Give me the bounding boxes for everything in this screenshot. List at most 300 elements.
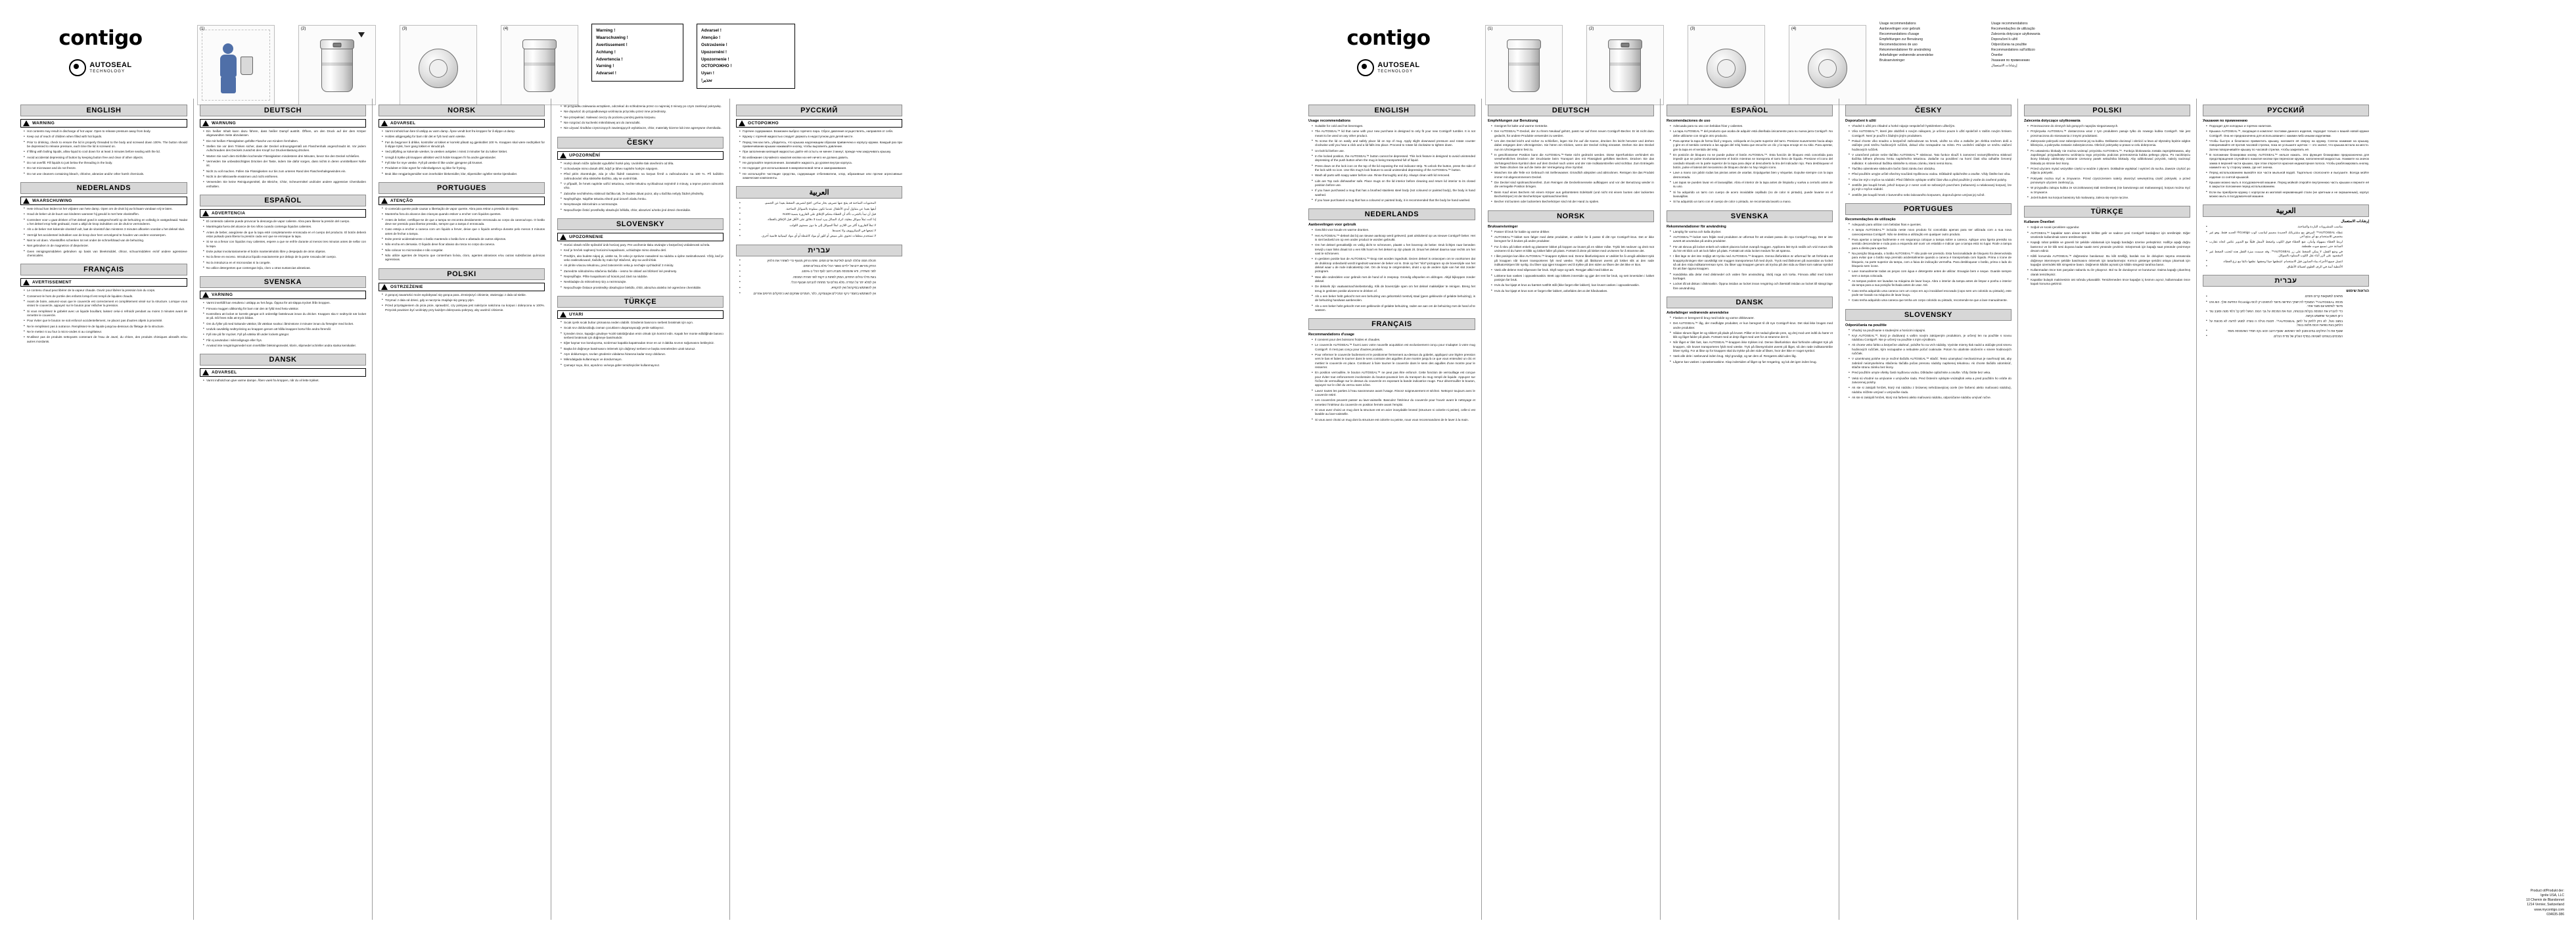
- list-item: • In gesloten positie kan de AUTOSEAL™-knop niet worden ingedrukt. Dezen deksel is ontworpen om te voorkomen dat de drukknop onbedoeld wordt ingedrukt wanneer de beker vol is. Druk op het "slot"-pictogram op de bovenzijde van het deksel waar u de rode indicatiestrip ziet. Om de knop te ontgrendelen, drukt u op de andere zijde van het slot zonder pictogram.: [1312, 257, 1475, 274]
- warning-bar-polski: [379, 283, 545, 291]
- list-item: • Na posição bloqueada, o botão AUTOSEAL™ não pode ser premido. Esta funcionalidade de bloqueio foi desenvolvida para evitar que o botão seja premido acidentalmente quando a caneca é transportada com líquido. Prima o ícone de bloqueio, na parte superior da tampa, com a faixa de indicação vermelha. Para desbloquear o botão, prima o lado do bloqueio sem ícone.: [1849, 252, 2012, 268]
- subheading-usage: Usage recommendations: [1308, 119, 1351, 123]
- usage-header-item: Указания по применению: [1991, 59, 2030, 62]
- list-item: • Перед тем как пить, убедитесь, что крышка надлежащим образом привинчена к корпусу кружки. Каждый раз при привинчивании крышки нажимайте кнопку, чтобы выровнять давление.: [740, 141, 902, 149]
- list-item: • Не подходит для использования в микроволновой печи и замораживания.: [740, 166, 902, 170]
- list-item: • Før du begynner å drikke, kontroller at lokket er korrekt påsatt og gjenkoblet 100 %. Knappen skal være nedtrykket for å slippe trykk, hver gang lokket er skrudd på.: [382, 141, 545, 149]
- figure-3-number: (3): [1690, 27, 1695, 31]
- warning-triangle-icon: [23, 198, 30, 204]
- address-line: 1214 Vernier, Switzerland: [2527, 903, 2564, 907]
- list-item: • Hot contents may result in discharge of hot vapor. Open to release pressure away from body.: [24, 130, 187, 133]
- list-item: • Para apertar a tampa facilmente e em segurança coloque a tampa sobre a caneca. Aplique uma ligeira pressão na sentido descendente e roda para a esquerda até ouvir um estalido e indicar que a tampa está no lugar. Rode a tampa para a direita para apertar.: [1849, 238, 2012, 250]
- list-item: • İçmeden önce, kapağın gövdeye %100 takıldığından emin olmak için kontrol edin. Kapak her monte edildiğinde basıncı serbest bırakmak için düğmeye basılmalıdır.: [561, 332, 724, 341]
- list-item: • Кружку с горячей жидкостью следует держать в недоступном для детей месте.: [740, 135, 902, 139]
- list-item: • Adecuada para su uso con bebidas frías y calientes.: [1670, 124, 1833, 128]
- address-line: Product of/Produkt der:: [2530, 888, 2564, 893]
- list-item: • Lids are Top rack dishwasher safe. Place mugs on the lid interior before cleaning and return lid interior to its closed position before use.: [1312, 179, 1475, 188]
- column-2: [193, 99, 372, 920]
- list-turkce: [2024, 226, 2190, 286]
- list-item: • W przypadku zalewania wrzątkiem, odczekać do schłodzenia przez co najmniej 3 minuty po czym zamknąć pokrywkę.: [561, 105, 724, 108]
- right-page: [1288, 0, 2576, 929]
- warning-word: Waarschuwing !: [596, 35, 628, 40]
- warning-word: Varning !: [596, 64, 614, 69]
- list-item: • במצב נעול, לא ניתן ללחוץ על לחצן AUTOSEAL™. תכונת נעילה זו נועדה למנוע לחיצה לא מכוונת על הלחצן בעת נשיאת הכוס מלאה בנוזל.: [2207, 320, 2343, 328]
- list-item: • La tapa AUTOSEAL™ del producto que acaba de adquirir está diseñada únicamente para su nueva jarra Contigo®. No debe utilizarse con ningún otro producto.: [1670, 130, 1833, 138]
- list-item: • V uzamčené poloze nelze tlačítko AUTOSEAL™ stisknout. Tato funkce slouží k zamezení nezamýšlenému stisknutí tlačítka během přenosu hrnku naplněného tekutinou. Zatlačte na ponášení na horní části víka odhalíte červený indikátor. K odemknutí tlačítka stiskněte tu stranu zámku, která nemá ikonu.: [1849, 153, 2012, 166]
- brand-wordmark: contigo: [1346, 26, 1431, 50]
- warning-triangle-icon: [202, 369, 209, 375]
- warning-bar-svenska: [200, 291, 366, 299]
- subheading-usage: Указания по применению: [2203, 119, 2248, 123]
- right-page-columns: [1302, 99, 2567, 920]
- section-title-hebrew: עברית: [736, 245, 902, 256]
- mug-open-illustration: [524, 45, 555, 92]
- list-item: • Lågene kan vaskes i opvaskemaskine. Klap indersiden af låget op før rengøring, og luk det igen inden brug.: [1670, 360, 1833, 364]
- warning-label: WAARSCHUWING: [32, 198, 72, 203]
- list-item: • Vhodné k užití pro chladné a horké nápoje nespolečně hystiérekem užitečým.: [1849, 124, 2012, 128]
- list-item: • Avoid accidental depressing of button by keeping button free and clear of other objects.: [24, 156, 187, 160]
- list-item: • הרחק מהישג ידם של ילדים כאשר הכלי מלא בנוזלים חמים.: [740, 264, 876, 268]
- list-polski: [379, 293, 545, 312]
- list-item: • För att skruva på locket enkelt och säkert placera locket ovanpå muggen. Applicera lätt tryck nedåt och vrid moturs tills du hör ett klick och att lock faller på plats. Fortsätt att vrida locket medurs för att spänna.: [1670, 245, 1833, 254]
- section-title-russian: РУССКИЙ: [736, 105, 902, 116]
- list-item: • Não encha em demasia. O líquido deve ficar abaixo da rosca no corpo da caneca.: [382, 243, 545, 247]
- list-item: • שטוף את כל החלקים במים וסבון לפני השימוש. שטוף היטב ויבש. נקה תמיד כשהמכסה מוסר.: [2207, 329, 2343, 333]
- list-russian: [2203, 124, 2369, 199]
- list-item: • لا تملأ القارورة أكثر من اللازم. املأ السوائل إلى ما دون مستوى اللولب.: [740, 224, 876, 227]
- figure-strip-right: [1485, 22, 1866, 105]
- list-item: • Becher mit buntem oder lackiertem Becherkörper sind mit der Hand zu spülen.: [1492, 200, 1654, 204]
- lid-lock-illustration: [1707, 49, 1746, 88]
- subheading-usage: Odporúčania na použitie: [1845, 323, 1887, 327]
- subheading-usage: Kullanım Önerileri: [2024, 220, 2055, 225]
- list-item: • Víka lze mýt v myčce na nádobí. Před čištěním vyklopte vnitřní část víka a před použitím ji vraťte do zavřené polohy.: [1849, 178, 2012, 182]
- list-norsk: [1488, 230, 1654, 293]
- list-item: • Caso tenha adquirido uma caneca com um corpo em aço inoxidável escovado (copo sem um colorido ou pintado), este pode ser lavado na máquina de lavar louça.: [1849, 289, 2012, 298]
- lock-icon: [1724, 66, 1730, 71]
- list-item: • Evite premir acidentalmente o botão mantendo o botão livre e afastado de outros objectos.: [382, 237, 545, 241]
- list-item: • Vask alle delene med såpevann før bruk. Skyll nøye og tørk. Rengjør alltid med lokket av.: [1492, 268, 1654, 272]
- list-item: • Vermijd het accidenteel indrukken van de knop door hem vervolgend te houden van andere voorwerpen.: [24, 233, 187, 237]
- list-item: • V uzamknutej polohe nie je možné tlačidlo AUTOSEAL™ stlačiť. Tento uzamykací mechanizmus je navrhnutý tak, aby zabránil neúmyselnému stlačeniu tlačidla počas prenosu nádoby naplnenej tekutinou. Ak chcete tlačidlo odomknúť, stlačte stranu zámku bez ikony.: [1849, 357, 2012, 369]
- warning-bar-english: [20, 119, 187, 128]
- list-item: • Die mit heißen Flüssigkeiten gefüllte Flasche von Kindern fernhalten.: [204, 139, 366, 143]
- section-title-english: ENGLISH: [20, 105, 187, 116]
- subheading-usage: Empfehlungen zur Benutzung: [1488, 119, 1538, 123]
- figure-4-mug-open: [501, 25, 578, 105]
- column-5: [729, 99, 908, 920]
- person-illustration: [219, 43, 253, 93]
- warning-bar-deutsch: [200, 119, 366, 128]
- warning-triangle-icon: [202, 120, 209, 126]
- warning-triangle-icon: [560, 234, 566, 240]
- list-item: • Det AUTOSEAL™ låg, der medfulgte produktet, er kun beregnet til dit nye Contigo®-krus. Det skal ikke bruges med andre produkter.: [1670, 322, 1833, 330]
- figure-2-number: (2): [1589, 27, 1594, 31]
- list-item: • Mikrodalgada kullanmayın ve dondurmayın.: [561, 358, 724, 362]
- address-line: Ignite USA, LLC: [2541, 893, 2564, 897]
- figure-strip-left: [197, 22, 578, 105]
- list-item: • Hvis du har kjøpt et krus som er farget eller lakkert, anbefales det at det håndvaskes.: [1492, 289, 1654, 293]
- warning-label: ADVERTENCIA: [212, 210, 246, 216]
- subheading-usage: Recommandations d'usage: [1308, 333, 1354, 337]
- mug-lid-illustration: [1609, 45, 1641, 92]
- usage-header-item: Recommandations d'usage: [1879, 32, 1920, 36]
- warning-label: AVERTISSEMENT: [32, 280, 72, 285]
- list-item: • מתאים למשקאות קרים וחמים.: [2207, 295, 2343, 298]
- list-item: • Uchovávejte mimo dosah dětí, když je láhev naplněn horkým nápojem.: [561, 167, 724, 171]
- warning-bar-slovensky: [557, 233, 724, 241]
- list-item: • Varmt indhold kan give varme dampe. Åben vaek fra kroppen, når du vil lette trykket.: [204, 379, 366, 383]
- section-title-slovensky: SLOVENSKY: [1845, 309, 2012, 321]
- list-item: • Nevkladajte do mikrovlnnej rúry a nezmrazujte.: [561, 280, 724, 284]
- column-5: [2017, 99, 2196, 920]
- list-item: • Ak ste si zakúpili hrnček, ktorý má farbenú alebo maľovanú nádobu, odporúčame nádobu umývať ručne.: [1849, 396, 2012, 400]
- autoseal-ring-icon: [1357, 59, 1374, 76]
- list-item: • Produktet er ikke egnet for mikrobølgeovn og ikke for frysing.: [382, 166, 545, 170]
- section-title-portugues: PORTUGUES: [1845, 203, 2012, 215]
- list-item: • لا تضعها في الميكروويف ولا تجمدها.: [740, 229, 876, 233]
- list-item: • Zakręcanie pokrywki oraz zabezpieczenie jej na kubku. Delikatnie docisnąć i obrócić w lewo aż słyszalny będzie odgłos kliknięcia, a pokrywka zostanie zabezpieczona. Obrócić pokrywkę w prawo w celu dokręcenia.: [2028, 139, 2190, 148]
- list-item: • Lavez toutes les parties à l'eau savonneuse avant l'usage. Rincez soigneusement et séchez. Nettoyez toujours avec le couvercle retiré.: [1312, 389, 1475, 398]
- list-item: • Geeignet für kalte und warme Getränke.: [1492, 124, 1654, 128]
- warning-bar-nederlands: [20, 197, 187, 205]
- list-item: • Le couvercle AUTOSEAL™ fourni avec votre nouvelle acquisition est exclusivement conçu pour s'adapter à votre mug Contigo®. Il n'est pas conçu pour d'autres produits.: [1312, 343, 1475, 352]
- list-item: • Vermeiden Sie unbeabsichtigtes Drücken der Taste, indem Sie dafür sorgen, dass nichts in deren unmittelbarer Nähe ist.: [204, 160, 366, 168]
- list-item: • Als u een beker hebt gekocht met een behuizing van geborsteld roestvrij staal (geen gekleurde of gelakte behuizing), is de behuizing handwas aanbevolen.: [1312, 295, 1475, 303]
- list-item: • Víko AUTOSEAL™, které jste obdrželi s novým nákupem, je určeno pouze k užití společně s Vaším novým hrnkem Contigo®. Není je použít s žádným jiným produktem.: [1849, 130, 2012, 138]
- list-item: • Si vous remplissez le gobelet avec un liquide bouillant, laissez celui-ci refroidir pendant au moins 3 minutes avant de remettre le couvercle.: [24, 310, 187, 318]
- list-item: • غطاء AUTOSEAL™ المرفق مع مشترياتك الجديدة مصمم ليناسب كوب Contigo® الجديد فقط. وهو غير مخصص للاستخدام مع أي منتج آخر.: [2207, 231, 2343, 239]
- list-arabic: [736, 201, 902, 238]
- list-item: • Подходит для холодных и горячих напитков.: [2207, 124, 2369, 128]
- list-item: • Aşırı doldurmayın, sıvıları gövdenin vidalama hizasına kadar sıvıyı doldurun.: [561, 352, 724, 356]
- warning-word: Atenção !: [701, 35, 721, 40]
- list-item: • Kapağı rahat şekilde ve güvenli bir şekilde vidalamak için kapağı bardağın üzerine yerleştiriniz. Hafifçe aşağı doğru bastırınız ve bir klik sesi duyana kadar saatin tersi yönünde çeviriniz. Sıkıştırmak için kapağı saat yönünde çevirmeye devam ediniz.: [2028, 241, 2190, 253]
- list-item: • Antes de beber, certifique-se de que a tampa se encontra devidamente enroscada ao corpo da caneca/copo. O botão deve ser premido para libertar pressão, sempre que a tampa é enroscada.: [382, 218, 545, 227]
- list-item: • Não utilize agentes de limpeza que contenham lixívia, cloro, agentes abrasivos e/ou outras substâncias químicas agressivas.: [382, 254, 545, 262]
- list-item: • Si ha adquirido un tarro con cuerpo de acero inoxidable cepillado (no de color ni pintado), puede lavarse en el lavavajillas.: [1670, 191, 1833, 199]
- list-item: • AUTOSEAL™-lokket som følger med dette produktet, er utviklet for å passe til ditt nye Contigo®-krus. Det er ikke beregnet for å brukes på andre produkter.: [1492, 235, 1654, 244]
- mug-body-illustration: [1508, 45, 1540, 92]
- warning-bar-dansk: [200, 368, 366, 377]
- list-item: • De deksels zijn vaatwasmachinebestendig. Klik de bovenzijde open om het deksel makkelijker te reinigen. Breng het terug in gesloten positie alvorens te drinken of.: [1312, 285, 1475, 293]
- list-item: • Nicht in der Mikrowelle erwärmen und nicht einfrieren.: [204, 175, 366, 179]
- section-title-turkce: TÜRKÇE: [2024, 206, 2190, 218]
- section-title-espanol: ESPAÑOL: [1667, 105, 1833, 116]
- list-turkce: [557, 321, 724, 368]
- warning-label: ATENÇÃO: [390, 198, 413, 203]
- list-item: • Si vous avez choisi un mug dont la structure est colorée ou peinte, nous vous recommandons de le laver à la main.: [1312, 418, 1475, 422]
- list-item: • Horký obsah může způsobit vypuštění horké páry. Uvolněte tlak otevřením od těla.: [561, 162, 724, 166]
- list-item: • Nevystavujte mikrovlnám a nezmrazujte.: [561, 202, 724, 206]
- warning-bar-espanol: [200, 209, 366, 218]
- subheading-usage: إرشادات الاستعمال: [2341, 220, 2369, 224]
- list-item: • Nicht zu voll machen. Füllen Sie Flüssigkeiten nur bis zum unteren Rand des Flaschenhalsgewindes ein.: [204, 170, 366, 174]
- list-item: • Les couvercles peuvent passer au lave-vaisselle. Basculez l'intérieur du couvercle pour l'ouvrir avant le nettoyage et remettez l'intérieur du couvercle en position fermée avant l'emploi.: [1312, 398, 1475, 407]
- list-item: • Verwenden Sie keine Reinigungsmittel, die Bleiche, Chlor, Scheuermittel und/oder andere aggressive Chemikalien enthalten.: [204, 180, 366, 189]
- list-item: • No utilice detergentes que contengan lejía, cloro u otras sustancias abrasivas.: [204, 266, 366, 270]
- figure-4-lid-underside: [1789, 25, 1866, 105]
- list-item: • Um den Deckel leicht und sicher zu schließen, legen Sie ihn auf die Kanne, drücken ihn leicht herunter und drehen dabei entgegen dem Uhrzeigersinn. Sie hören ein Klicken, wenn der Deckel richtig einrastet. Drehen Sie den Deckel nun im Uhrzeigersinn fest zu.: [1492, 139, 1654, 152]
- list-item: • Lokkene kan vaskes i oppvaskmaskin. Brett opp lokkets innerside og gjør det rent før bruk, og sett innersiden i lukket posisjon før bruk.: [1492, 274, 1654, 283]
- brand-logo-left: [18, 26, 183, 80]
- lock-icon: [436, 66, 442, 71]
- subheading-usage: Anbefalinger vedrørende anvendelse: [1667, 310, 1729, 315]
- list-item: • Przykrywka AUTOSEAL™ dostarczona wraz z tym produktem pasuje tylko do nowego kubka Contigo®. Nie jest przeznaczona do stosowania z innymi produktami.: [2028, 130, 2190, 138]
- list-slovensky: [557, 243, 724, 290]
- list-item: • Las tapas se pueden lavar en el lavavajillas. Abra el interior de la tapa antes de limpiarla y vuelva a cerrarlo antes de su uso.: [1670, 181, 1833, 189]
- list-item: • Suitable for cold and hot beverages.: [1312, 124, 1475, 128]
- mug-illustration: [321, 45, 353, 92]
- warning-triangle-icon: [560, 153, 566, 158]
- list-item: • Ak ste si zakúpili hrnček, ktorý má nádobu z brúsenej nehrdzavejúcej ocele (nie farbenú alebo maľovanú nádobu), nádobu môžete umývať v umývačke riadu.: [1849, 386, 2012, 394]
- warning-word: Ostrzeżenie !: [701, 42, 727, 47]
- list-item: • Der AUTOSEAL™-Deckel, der zu Ihrem Neukauf gehört, passt nur auf Ihren neuen Contigo®-Becher. Er ist nicht dazu gedacht, für andere Produkte verwendet zu werden.: [1492, 130, 1654, 138]
- list-item: • Горячее содержимое. Возможен выброс горячего пара. Сброс давления осуществлять, направляя от себя.: [740, 130, 902, 133]
- list-item: • Sıcak içerik sıcak buhar çıkmasına neden olabilir. Gövdenin basıncını serbest bırakmak için açın.: [561, 321, 724, 325]
- list-item: • Zabraňte nechtěnému stisknutí tlačítka tak, že budete dávat pozor, aby u tlačítka nebyly žádné předměty.: [561, 192, 724, 196]
- list-item: • Vask alle dele i sæbevand inden brug. Skyl grundigt, og tør dem af. Rengøres altid uden låg.: [1670, 354, 1833, 358]
- left-page-columns: [14, 99, 1279, 920]
- list-item: • Mantenha fora do alcance das crianças quando estiver a encher com líquidos quentes.: [382, 212, 545, 216]
- list-item: • Veká sú vhodné na umývanie v umývačke riadu. Pred čistením vyklopte vnútrajšok veka a pred použitím ho vráťte do zatvorenej polohy.: [1849, 377, 2012, 385]
- list-item: • Z gorącej zawartości może wydobywać się gorąca para. Zmniejszyć ciśnienie, otwierając z dala od siebie.: [382, 293, 545, 297]
- usage-header-item: Aanbevelingen voor gebruik: [1879, 27, 1920, 31]
- figure-1-mug-body: [1485, 25, 1563, 105]
- list-item: • Çamaşır suyu, klor, aşındırıcı ve/veya güler temizleyiciler kullanmayınız.: [561, 364, 724, 368]
- list-item: • בעת מילוי נוזלים רותחים, המתן לפחות 3 דקות לפני סגירת המכסה.: [740, 275, 876, 279]
- warning-words-block-1: [591, 20, 683, 82]
- usage-header-item: إرشادات الاستعمال: [1991, 64, 2017, 68]
- list-item: • Får ej användas i mikrovågsugn eller frys.: [204, 339, 366, 343]
- figure-4-number: (4): [1791, 27, 1797, 31]
- section-title-francais: FRANÇAIS: [20, 264, 187, 275]
- manufacturer-address: [2526, 889, 2564, 918]
- list-item: • Locket tål att diskas i diskmaskin. Öppna insidan av locket innan rengöring och återställ insidan av locket till stängt läge före användning.: [1670, 282, 1833, 291]
- list-item: • Använd inte rengöringsmedel som innehåller blekningsmedel, klorin, slipmedel och/eller andra starka kemikalier.: [204, 344, 366, 348]
- list-item: • Ein heißer Inhalt kann dazu führen, dass heißer Dampf austritt. Öffnen, um den Druck auf der dem Körper abgewandten Seite abzulassen.: [204, 130, 366, 138]
- list-item: • En posición de bloqueo no se puede pulsar el botón AUTOSEAL™. Esta función de bloqueo está concebida para impedir que se pulse involuntariamente el botón mientras se transporta el tarro lleno de líquido. Presione el icono del candado situado en la parte superior de la tapa para dejar al descubierto la tira del indicador rojo. Para desbloquear el botón, pulse el lateral del mecanismo de bloqueo donde no hay ningún icono.: [1670, 153, 1833, 170]
- list-item: • Przed użyciem mytać wszystkie części w wodzie z płynem. Dokładnie wypłukać i wytrzeć do sucha. Zawsze czyścić po zdjęciu pokrywki.: [2028, 167, 2190, 176]
- list-item: • Não colocar no microondas e não congelar.: [382, 249, 545, 252]
- list-item: • Ne le mettez ni au four à micro-ondes ni au congélateur.: [24, 330, 187, 334]
- list-item: • لا تستخدم منظفات تحتوي على مبيض أو كلور أو مواد كاشطة أو أي مواد كيميائية قاسية أخرى.: [740, 234, 876, 238]
- subheading-usage: Recomendaciones de uso: [1667, 119, 1711, 123]
- warning-label: OSTRZEŻENIE: [390, 284, 423, 289]
- list-item: • Neprepĺňajte. Plňte kvapalinami až kúsok pod závit na nádobe.: [561, 275, 724, 279]
- warning-triangle-icon: [560, 312, 566, 318]
- list-hebrew: [2203, 295, 2369, 339]
- section-title-arabic: العربية: [736, 186, 902, 199]
- list-item: • Если вы приобрели кружку с корпусом из матовой нержавеющей стали (не цветным и не окрашенным), корпус можно мыть в посудомоечной машине.: [2207, 191, 2369, 199]
- list-item: • Kilitli konumda AUTOSEAL™ düğmesine basılamaz. Bu kilit özelliği, bardak sıvı ile doluyken taşıma esnasında düğmeye istenmeyen şekilde basılmasını önlemek için tasarlanmıştır. Kırmızı gösterge şeridini ortaya çıkarmak için kapağın üzerindeki kilit simgesine basın. Düğmenin kilidini açmak için kilidin simgesiz tarafına basın.: [2028, 254, 2190, 267]
- list-item: • Tlačítko odemknete stisknutím bočni části zámku bez obrázku.: [1849, 167, 2012, 171]
- list-item: • W przypadku zakupu kubka ze szczotkowanej stali nierdzewnej (nie barwionego ani malowanego), korpus można myć w zmywarce.: [2028, 186, 2190, 195]
- list-item: • Caso esteja a encher a caneca com um líquido a ferver, deixe que o líquido arrefeça durante pelo menos 3 minutos antes de fechar a tampa.: [382, 227, 545, 236]
- list-item: • Evite pulsar involuntariamente el botón manteniéndolo libre y despejado de otros objetos.: [204, 250, 366, 254]
- warning-bar-turkce: [557, 310, 724, 319]
- list-item: • Sådan skrues låget let og sikkert på plads på kruset. Påfør et let nedad-gående pres, og drej mod uret indtil du hører et klik og låget falder på plads. Fortsæt med at dreje låget med uret for at stramme det til.: [1670, 331, 1833, 340]
- list-item: • Soğuk ve sıcak içeceklere uygundur.: [2028, 226, 2190, 229]
- list-item: • مناسب للمشروبات الباردة والساخنة.: [2207, 225, 2343, 229]
- list-item: • Om du fyller på med kokande vätskor, låt vätskan svalna i åtminstone 3 minuter innan du försegler med locket.: [204, 322, 366, 326]
- list-item: • Keep out of reach of children when filled with hot liquids.: [24, 135, 187, 139]
- list-item: • Varmt innhold kan føre til utslipp av varm damp. Åpne vendt bort fra kroppen for å slippe ut damp.: [382, 130, 545, 133]
- list-item: • Die Deckel sind spülmaschinenfest. Zum Reinigen die Deckelinnenseite aufklappen und vor der Benutzung wieder in die verriegelte Position bringen.: [1492, 181, 1654, 189]
- subheading-usage: Zalecenia dotyczące użytkowania: [2024, 119, 2081, 123]
- warning-word: Advarsel !: [596, 71, 616, 76]
- section-title-cesky: ČESKY: [557, 137, 724, 149]
- column-2: [1481, 99, 1660, 920]
- column-1: [1302, 99, 1481, 920]
- list-item: • Un-bolt lid before use.: [1312, 149, 1475, 153]
- list-item: • Predtým, ako budete nápoj pi, uistite sa, že veko je správne nasadené na nádobu a úplne zaskrutkované. Vždy, keď je veko zaskrutkované, tlačidlo by malo byť stlačené, aby sa uvoľnil tlak.: [561, 254, 724, 263]
- list-item: • لربط الغطاء بسهولة وأمان، ضع الغطاء فوق الكوب واضغط لأسفل قليلًا مع التدوير عكس اتجاه عقارب الساعة حتى تسمع صوت طقطقة.: [2207, 240, 2343, 249]
- list-item: • أبقها بعيدا عن متناول أيدي الأطفال عندما تكون مملوءة بالسوائل الساخنة.: [740, 207, 876, 211]
- warning-bar-portugues: [379, 197, 545, 205]
- list-item: • תכולה חמה עלולה לגרום לפליטת אדים חמים. פתח הרחק מהגוף כדי לשחרר את הלחץ.: [740, 259, 876, 263]
- list-item: • Pred použitím umyte všetky časti mydlovou vodou. Dôkladne opláchnite a osušte. Vždy čistite bez veka.: [1849, 371, 2012, 375]
- list-item: • The AUTOSEAL™ lid that came with your new purchase is designed to only fit your new Contigo® tumbler. It is not meant to be used on any other product.: [1312, 130, 1475, 138]
- list-item: • Si ha adquirido un tarro con el cuerpo de color o pintado, se recomienda lavarlo a mano.: [1670, 200, 1833, 204]
- list-item: • Horúci obsah môže spôsobiť únik horúcej pary. Pre uvoľnenie tlaku otvárajte v bezpečnej vzdialenosti od tela.: [561, 243, 724, 247]
- warning-triangle-icon: [381, 284, 388, 290]
- usage-header-item: Recomendaciones de uso: [1879, 43, 1918, 47]
- warning-word: Avertissement !: [596, 42, 628, 47]
- figure-2-mug-with-lid: [298, 25, 376, 105]
- warning-label: ADVARSEL: [212, 370, 237, 375]
- list-item: • Le contenu chaud peut libérer de la vapeur chaude. Ouvrir pour libérer la pression loin du corps.: [24, 289, 187, 293]
- section-title-english: ENGLISH: [1308, 105, 1475, 116]
- figure-4-number: (4): [503, 27, 509, 31]
- column-3: [372, 99, 551, 920]
- list-item: • Wash all parts with soapy water before use. Rinse thoroughly and dry. Always clean with lid removed.: [1312, 174, 1475, 178]
- section-title-russian: РУССКИЙ: [2203, 105, 2369, 116]
- list-item: • Kontrollera att locket är korrekt gängat och ordentligt fastskruvat innan du dricker. Knappen ska tr nedtryckt när locket är på. Då frees mås att tryck bildas.: [204, 312, 366, 321]
- list-item: • Не используйте чистящие средства, содержащие отбеливатели, хлор, абразивные или прочие агрессивные химические компоненты.: [740, 172, 902, 181]
- list-item: • Niet te vol doen. Vloeistoffen schenken tot net onder de schroefdraad van de behuizing.: [24, 239, 187, 243]
- list-item: • Fyll inte på för mycket. Fyll på vätska till under lockets gängor.: [204, 333, 366, 337]
- down-arrow-icon: [358, 32, 365, 37]
- list-item: • Jeżeli kubek ma korpus barwiony lub malowany, zaleca się mycie ręczne.: [2028, 196, 2190, 200]
- list-item: • Förvara muggen oåtkomlig för barn när den är fylld med heta vätskor.: [204, 307, 366, 311]
- list-item: • As tampas podem ser lavadas na máquina de lavar louça. Abra o interior da tampa antes de limpar e ponha o interior da tampa para a sua posição fechada antes de usar. Até.: [1849, 279, 2012, 288]
- autoseal-name: AUTOSEAL: [1377, 61, 1420, 70]
- list-item: • A tampa AUTOSEAL™ incluída neste novo produto foi concebida apenas para ser utilizada com a sua nova caneca/pessoa Contigo®. Não se destina a utilização em qualquer outro produto.: [1849, 228, 2012, 237]
- warning-triangle-icon: [381, 120, 388, 126]
- usage-header-item: Rekommendationer för användning: [1879, 48, 1931, 52]
- subheading-usage: Bruksanvisninger: [1488, 224, 1518, 229]
- list-item: • Als u een beker hebt gekocht met een gekleurde of gelakte behuizing, raden we aan om de behuizing met de hand af te wassen.: [1312, 304, 1475, 313]
- list-item: • في وضع القفل، لا يمكن الضغط على زر AUTOSEAL™. وقد صممت ميزة القفل هذه لتجنب الضغط غير المقصود على الزر أثناء نقل الكوب المملوء بالسوائل.: [2207, 250, 2343, 258]
- usage-header-item: Recommandations sull'utilizzo: [1991, 48, 2035, 52]
- usage-header-item: Doporučení k užití: [1991, 37, 2018, 41]
- list-item: • Do not microwave and do not freeze.: [24, 166, 187, 170]
- list-item: • אין למלא יתר על המידה. מלא נוזלים עד מתחת להברגה שבגוף הכלי.: [740, 281, 876, 285]
- list-item: • If you have purchased a mug that has a brushed stainless steel body (not coloured or painted body), the body is hand washed.: [1312, 189, 1475, 197]
- section-title-svenska: SVENSKA: [200, 276, 366, 288]
- warning-triangle-icon: [23, 279, 30, 285]
- list-item: • N'utilisez pas de produits nettoyants contenant de l'eau de Javel, du chlore, des produits chimiques abrasifs et/ou autres mordants.: [24, 335, 187, 344]
- warning-word: ОСТОРОЖНО !: [701, 64, 732, 69]
- list-item: • Не допускайте переполнения. Заливайте жидкость до уровня внутри корпуса.: [740, 161, 902, 165]
- section-title-nederlands: NEDERLANDS: [1308, 208, 1475, 220]
- list-item: • Po ustawieniu blokady nie można wcisnąć przycisku AUTOSEAL™. Funkcja blokowania została zaprojektowana, aby zapobiegać przypadkowemu wciśnięciu tego przycisku podczas przenoszenia kubka pełnego płynu. Po naciśnięciu ikony blokady odsłonięty zostanie czerwony pasek wskaźnika blokady. Aby odblokować przycisk, należy nacisnąć blokadę po stronie bez ikony.: [2028, 149, 2190, 166]
- list-item: • Başka bir düğmeye basılmasını önlemek için düğmeyi serbest ve başka nesnelerden uzak tutunuz.: [561, 347, 724, 351]
- list-item: • Caso tenha adquirido uma caneca que tenha um corpo colorido ou pintado, recomende-se que a lave manualmente.: [1849, 298, 2012, 302]
- address-line: 10 Chemin de Blandonnet: [2526, 898, 2564, 902]
- usage-header-item: Zalecenia dotyczące użytkowania: [1991, 32, 2040, 36]
- lid-top-illustration: [419, 49, 458, 88]
- list-item: • Nepoužívejte čisticí prostředky obsahující bělidla, chlor, abrazivní a/nebo jiné drsné chemikálie.: [561, 208, 724, 212]
- figure-1-person-drinking: [197, 25, 275, 105]
- figure-3-number: (3): [402, 27, 407, 31]
- list-dansk: [1667, 316, 1833, 364]
- list-item: • Nie przepełniać. Nalewać cieczy do poziomu poniżej gwintu korpusu.: [561, 116, 724, 120]
- section-title-norsk: NORSK: [1488, 210, 1654, 222]
- subheading-usage: Aanbevelingen voor gebruik: [1308, 223, 1356, 227]
- list-francais: [1308, 338, 1475, 422]
- list-item: • To screw the lid on easily and safely place lid on top of mug. Apply slight downward pressure and rotate counter clockwise until you hear a click and a lid falls into place. Proceed to rotate lid clockwise to tighten down.: [1312, 139, 1475, 148]
- warning-label: WARNING: [32, 121, 55, 126]
- list-item: • No la llene en exceso. Introduzca líquido exactamente por debajo de la parte roscada del cuerpo.: [204, 255, 366, 259]
- list-item: • In the locked position, the AUTOSEAL™ button cannot be depressed. This lock feature is designed to avoid unintended depressing of the push button when the mug is being transported full of liquid.: [1312, 155, 1475, 163]
- list-item: • Geschikt voor koude en warme dranken.: [1312, 228, 1475, 232]
- list-item: • מכסה AUTOSEAL™ המצורף לרכישתך החדשה מיועד להתאים רק לכוס Contigo® החדשה שלך. הוא אינו מיועד לשימוש עם מוצר אחר.: [2207, 300, 2343, 309]
- list-item: • Als u de beker met kokende vloeistof vult, laat de vloeistof dan minstens 3 minuten afkoelen voordat u het deksel sluit.: [24, 227, 187, 231]
- list-item: • Adequado para utilizar com bebidas frias e quentes.: [1849, 223, 2012, 227]
- list-item: • Pour refermer le couvercle facilement et le positionner fermement au-dessus du gobelet, appliquez une légère pression vers le bas et faites le tourner dans le sens contraire des aiguilles d'une montre jusqu'à ce que vous entendiez un clic et mettiez le couvercle en place. Continuez à faire tourner le couvercle dans le sens des aiguilles d'une montre pour le resserrer.: [1312, 353, 1475, 369]
- list-item: • Houd de beker uit de buurt van kinderen wanneer hij gevuld is met hete vloeistoffen.: [24, 212, 187, 216]
- list-portugues: [379, 207, 545, 262]
- list-item: • Во избежание случайного нажатия кнопки на неё ничего не должно давить.: [740, 156, 902, 160]
- list-cesky: [557, 162, 724, 212]
- list-item: • Beim Kauf eines Bechers mit einem Körper aus gebürstetem Edelstahl (und nicht mit einem bunten oder lackierten Becherkörper) ist der Becherkörper spülmaschinenfest.: [1492, 191, 1654, 199]
- autoseal-badge: [69, 59, 131, 76]
- figure-1-number: (1): [200, 27, 205, 31]
- section-title-hebrew: עברית: [2203, 275, 2369, 287]
- list-svenska: [200, 301, 366, 348]
- figure-1-number: (1): [1488, 27, 1493, 31]
- list-item: • Kapaklar bulaşık makinesinin üst rafında yıkanabilir. Temizlemeden önce kapağın iç kısmını açınız, kullanmadan önce kapalı konuma getiriniz.: [2028, 278, 2190, 287]
- list-item: • Warten Sie nach dem Einfüllen kochender Flüssigkeiten mindestens drei Minuten, bevor Sie den Deckel schließen.: [204, 155, 366, 158]
- list-item: • Unngå å trykke på knappen utilsiktet ved å holde knappen fri fra andre gjenstander.: [382, 156, 545, 160]
- list-svenska: [1667, 230, 1833, 291]
- section-title-nederlands: NEDERLANDS: [20, 182, 187, 194]
- list-item: • Keď je hrnček naplnený horúcimi kvapalinami, uchádzajte mimo dosahu detí.: [561, 249, 724, 252]
- list-item: • Przed przystąpieniem do picia picie, sprawdzić, czy pokrywa jest należycie nałożona na korpus i dokręcona w 100%. Przycisk powinien być wciśnięty przy każdym dokręcaniu pokrywy, aby uwolnić ciśnienie.: [382, 304, 545, 312]
- list-english: [20, 130, 187, 176]
- lid-underside-illustration: [1808, 49, 1847, 88]
- list-item: • AUTOSEAL™-locket som följde med produkten är utformat för att endast passa din nya Contigo®-mugg. Det är inte avsett att användas på andra produkter.: [1670, 235, 1833, 244]
- list-item: • If filling with boiling liquids, allow liquid to cool down for at least 3 minutes before sealing with the lid.: [24, 150, 187, 154]
- list-item: • Bruk ikke rengjøringsmidler som inneholder blekemidler, klor, slipemidler og/eller sterke kjemikalier.: [382, 172, 545, 176]
- list-item: • Крышка AUTOSEAL™, входящая в комплект поставки данного изделия, подходит только к вашей новой кружке Contigo®. Она не предназначена для использования с какими-либо иными изделиями.: [2207, 130, 2369, 138]
- warning-label: ADVARSEL: [390, 121, 416, 126]
- list-item: • אין להשתמש בחומרי ניקוי המכילים אקונומיקה, כלור, חומרים שוחקים ו/או כימיקלים חריפים אחרים.: [740, 292, 876, 296]
- list-item: • Si se va a llenar con líquidos muy calientes, espere a que se enfríe durante al menos tres minutos antes de sellar con la tapa.: [204, 240, 366, 249]
- autoseal-sub: TECHNOLOGY: [1377, 69, 1414, 74]
- warning-bar-norsk: [379, 119, 545, 128]
- section-title-norsk: NORSK: [379, 105, 545, 116]
- subheading-usage: הוראות שימוש: [2346, 289, 2369, 294]
- list-item: • Hvis du har kjøpt et krus av børstet rustfritt stål (ikke farget eller lakkert), kan kruset vaskes i oppvaskmaskin.: [1492, 283, 1654, 287]
- list-item: • Handdiska alla delar med diskmedel och vatten före användning. Skölj noga och torka. Förvara alltid med locket borttaget.: [1670, 273, 1833, 281]
- brand-logo-right: [1306, 26, 1471, 80]
- list-item: • Holdes utilgjengelig for barn når det er fylt med varm væske.: [382, 135, 545, 139]
- list-english: [1308, 124, 1475, 202]
- list-item: • No la introduzca en el microondas ni la congele.: [204, 261, 366, 265]
